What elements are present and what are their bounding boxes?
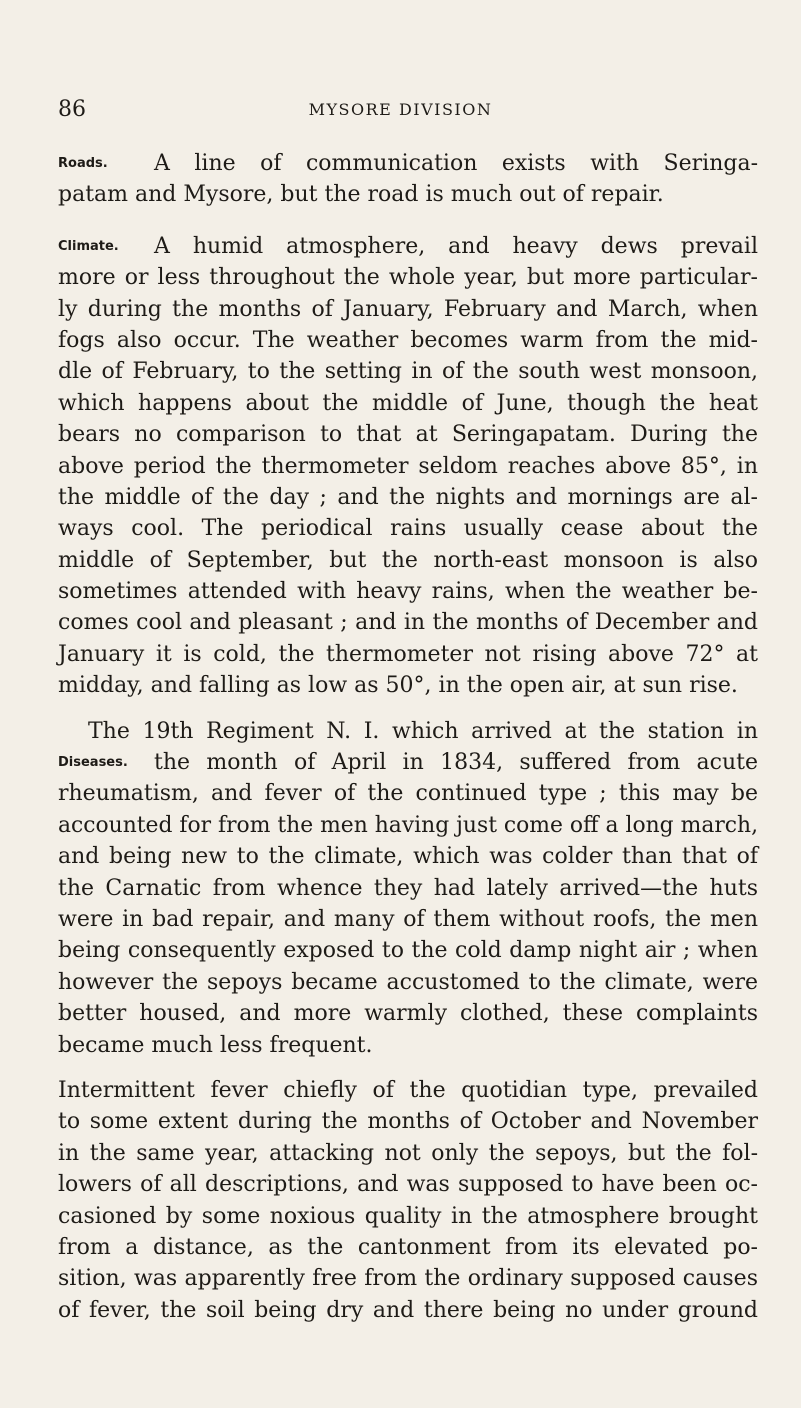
line-text: above period the thermometer seldom reaches above 85°, in xyxy=(58,453,758,479)
line-text: middle of September, but the north-east monsoon is also xyxy=(58,547,758,573)
text-line xyxy=(58,545,758,576)
line-text: rheumatism, and fever of the continued type ; this may be xyxy=(58,781,758,807)
line-text: ways cool. The periodical rains usually cease about the xyxy=(58,516,758,542)
line-text: the Carnatic from whence they had lately arrived—the huts xyxy=(58,875,758,901)
text-line xyxy=(58,670,758,701)
line-text: sition, was apparently free from the ordinary supposed causes xyxy=(58,1266,758,1292)
text-line xyxy=(58,607,758,638)
text-line xyxy=(58,262,758,293)
text-line xyxy=(58,356,758,387)
text-line xyxy=(58,1169,758,1200)
text-line xyxy=(58,451,758,482)
line-text: comes cool and pleasant ; and in the months of December and xyxy=(58,610,758,636)
sidenote-diseases: Diseases. xyxy=(58,755,128,771)
line-text: and being new to the climate, which was colder than that of xyxy=(58,844,758,870)
line-text: to some extent during the months of October and November xyxy=(58,1109,758,1135)
text-line xyxy=(58,325,758,356)
line-text: casioned by some noxious quality in the atmosphere brought xyxy=(58,1203,758,1229)
text-line xyxy=(58,419,758,450)
line-text: became much less frequent. xyxy=(58,1032,373,1058)
line-text: A humid atmosphere, and heavy dews prevail xyxy=(154,233,758,259)
text-line xyxy=(58,513,758,544)
text-line xyxy=(58,179,758,210)
line-text: The 19th Regiment N. I. which arrived at the station in xyxy=(88,718,758,744)
text-line xyxy=(58,873,758,904)
line-text: in the same year, attacking not only the sepoys, but the fol- xyxy=(58,1140,758,1166)
line-text: fogs also occur. The weather becomes warm from the mid- xyxy=(58,327,758,353)
text-line xyxy=(58,1106,758,1137)
text-line xyxy=(58,747,758,778)
text-line xyxy=(58,1075,758,1106)
text-line xyxy=(58,1138,758,1169)
body-text xyxy=(58,148,758,1326)
text-line xyxy=(58,148,758,179)
page-header xyxy=(58,96,743,124)
line-text: ly during the months of January, February and March, when xyxy=(58,296,758,322)
line-text: which happens about the middle of June, though the heat xyxy=(58,390,758,416)
text-line xyxy=(58,810,758,841)
text-line xyxy=(58,231,758,262)
line-text: the middle of the day ; and the nights and mornings are al- xyxy=(58,484,758,510)
line-text: the month of April in 1834, suffered from acute xyxy=(154,750,758,776)
text-line xyxy=(58,1201,758,1232)
line-text: of fever, the soil being dry and there being no under ground xyxy=(58,1297,758,1323)
text-line xyxy=(58,482,758,513)
line-text: were in bad repair, and many of them without roofs, the men xyxy=(58,906,758,932)
line-text: bears no comparison to that at Seringapatam. During the xyxy=(58,422,758,448)
text-line xyxy=(58,1030,758,1061)
line-text: being consequently exposed to the cold damp night air ; when xyxy=(58,938,758,964)
text-line xyxy=(58,388,758,419)
text-line xyxy=(58,716,758,747)
line-text: A line of communication exists with Seringa- xyxy=(154,151,758,176)
line-text: midday, and falling as low as 50°, in the open air, at sun rise. xyxy=(58,673,738,699)
page-number: 86 xyxy=(58,97,86,122)
line-text: more or less throughout the whole year, but more particular- xyxy=(58,265,758,291)
line-text: patam and Mysore, but the road is much out of repair. xyxy=(58,182,664,208)
line-text: however the sepoys became accustomed to the climate, were xyxy=(58,969,758,995)
text-line xyxy=(58,967,758,998)
text-line xyxy=(58,1263,758,1294)
text-line xyxy=(58,841,758,872)
line-text: accounted for from the men having just come off a long march, xyxy=(58,812,759,838)
text-line xyxy=(58,576,758,607)
sidenote-roads: Roads. xyxy=(58,156,108,171)
text-line xyxy=(58,1232,758,1263)
text-line xyxy=(58,778,758,809)
text-line xyxy=(58,639,758,670)
running-head: MYSORE DIVISION xyxy=(308,100,493,119)
text-line xyxy=(58,998,758,1029)
line-text: January it is cold, the thermometer not rising above 72° at xyxy=(58,641,758,667)
text-line xyxy=(58,294,758,325)
line-text: dle of February, to the setting in of the south west monsoon, xyxy=(58,359,758,385)
line-text: Intermittent fever chiefly of the quotidian type, prevailed xyxy=(58,1077,758,1103)
line-text: lowers of all descriptions, and was supposed to have been oc- xyxy=(58,1172,758,1198)
text-line xyxy=(58,935,758,966)
text-line xyxy=(58,1295,758,1326)
line-text: sometimes attended with heavy rains, when the weather be- xyxy=(58,579,758,605)
sidenote-climate: Climate. xyxy=(58,238,119,254)
line-text: better housed, and more warmly clothed, these complaints xyxy=(58,1001,758,1027)
line-text: from a distance, as the cantonment from its elevated po- xyxy=(58,1234,758,1260)
text-line xyxy=(58,904,758,935)
